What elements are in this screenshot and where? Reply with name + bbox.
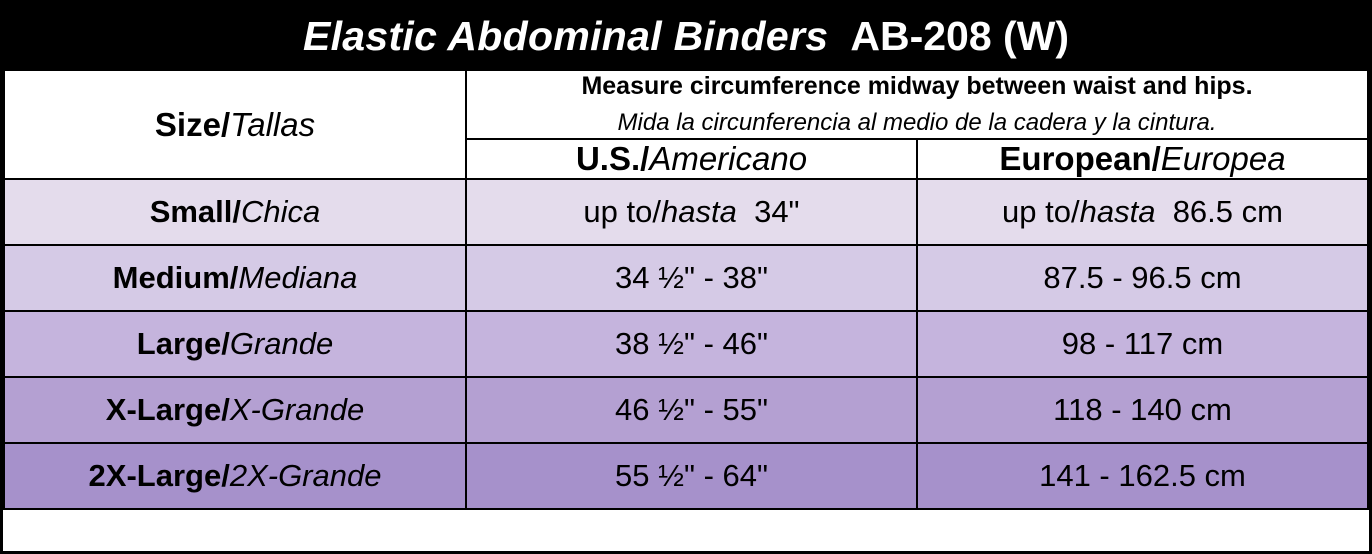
- row-us-value: 46 ½" - 55": [466, 377, 917, 443]
- row-size-separator: /: [221, 392, 230, 428]
- row-european-value: 98 - 117 cm: [917, 311, 1368, 377]
- row-european-value: 118 - 140 cm: [917, 377, 1368, 443]
- row-size-en: Small: [149, 194, 233, 230]
- size-header-en: Size: [154, 105, 221, 143]
- row-eu-measurement: 86.5 cm: [1172, 194, 1283, 230]
- row-size-label: [4, 377, 466, 443]
- us-header-en: U.S.: [575, 140, 641, 178]
- row-us-measurement: 34": [754, 194, 800, 230]
- table-row: [4, 377, 1368, 443]
- row-size-separator: /: [232, 194, 242, 230]
- row-european-value: 87.5 - 96.5 cm: [917, 245, 1368, 311]
- chart-model-code: AB-208 (W): [850, 12, 1070, 59]
- european-header-es: Europea: [1160, 140, 1286, 178]
- size-header-separator: /: [220, 105, 231, 143]
- row-european-value: [917, 179, 1368, 245]
- size-header-es: Tallas: [230, 105, 316, 143]
- row-size-es: X-Grande: [229, 392, 365, 428]
- measure-instruction-en: Measure circumference midway between waist and hips.: [581, 72, 1253, 100]
- row-size-separator: /: [221, 326, 230, 362]
- row-eu-prefix-separator: /: [1070, 194, 1080, 230]
- row-size-en: Medium: [112, 260, 230, 296]
- size-chart-table: [3, 69, 1369, 510]
- row-size-en: X-Large: [105, 392, 222, 428]
- row-size-en: 2X-Large: [88, 458, 222, 494]
- row-us-value: 55 ½" - 64": [466, 443, 917, 509]
- row-size-es: Grande: [229, 326, 334, 362]
- row-us-prefix-en: up to: [583, 194, 653, 230]
- chart-title-bar: [3, 3, 1369, 69]
- us-header-es: Americano: [649, 140, 808, 178]
- row-size-separator: /: [221, 458, 230, 494]
- row-size-separator: /: [229, 260, 239, 296]
- row-size-label: [4, 443, 466, 509]
- row-european-value: 141 - 162.5 cm: [917, 443, 1368, 509]
- chart-title: Elastic Abdominal Binders: [302, 12, 829, 59]
- table-row: [4, 179, 1368, 245]
- row-size-es: Mediana: [238, 260, 358, 296]
- row-size-es: Chica: [241, 194, 321, 230]
- row-eu-prefix-en: up to: [1002, 194, 1071, 230]
- row-size-es: 2X-Grande: [229, 458, 382, 494]
- size-column-header: [4, 70, 466, 179]
- row-size-label: [4, 245, 466, 311]
- row-size-en: Large: [136, 326, 222, 362]
- row-us-prefix-es: hasta: [661, 194, 737, 230]
- european-header-separator: /: [1151, 140, 1161, 178]
- measure-instruction-cell: [466, 70, 1368, 139]
- european-column-header: [917, 139, 1368, 179]
- header-row-measure: [4, 70, 1368, 139]
- row-us-value: 34 ½" - 38": [466, 245, 917, 311]
- european-header-en: European: [999, 140, 1152, 178]
- table-row: [4, 443, 1368, 509]
- table-row: [4, 245, 1368, 311]
- row-us-prefix-separator: /: [652, 194, 661, 230]
- row-size-label: [4, 311, 466, 377]
- row-us-value: 38 ½" - 46": [466, 311, 917, 377]
- row-size-label: [4, 179, 466, 245]
- measure-instruction-es: Mida la circunferencia al medio de la cadera y la cintura.: [617, 109, 1217, 137]
- us-column-header: [466, 139, 917, 179]
- row-eu-prefix-es: hasta: [1079, 194, 1156, 230]
- us-header-separator: /: [640, 140, 650, 178]
- table-row: [4, 311, 1368, 377]
- row-us-value: [466, 179, 917, 245]
